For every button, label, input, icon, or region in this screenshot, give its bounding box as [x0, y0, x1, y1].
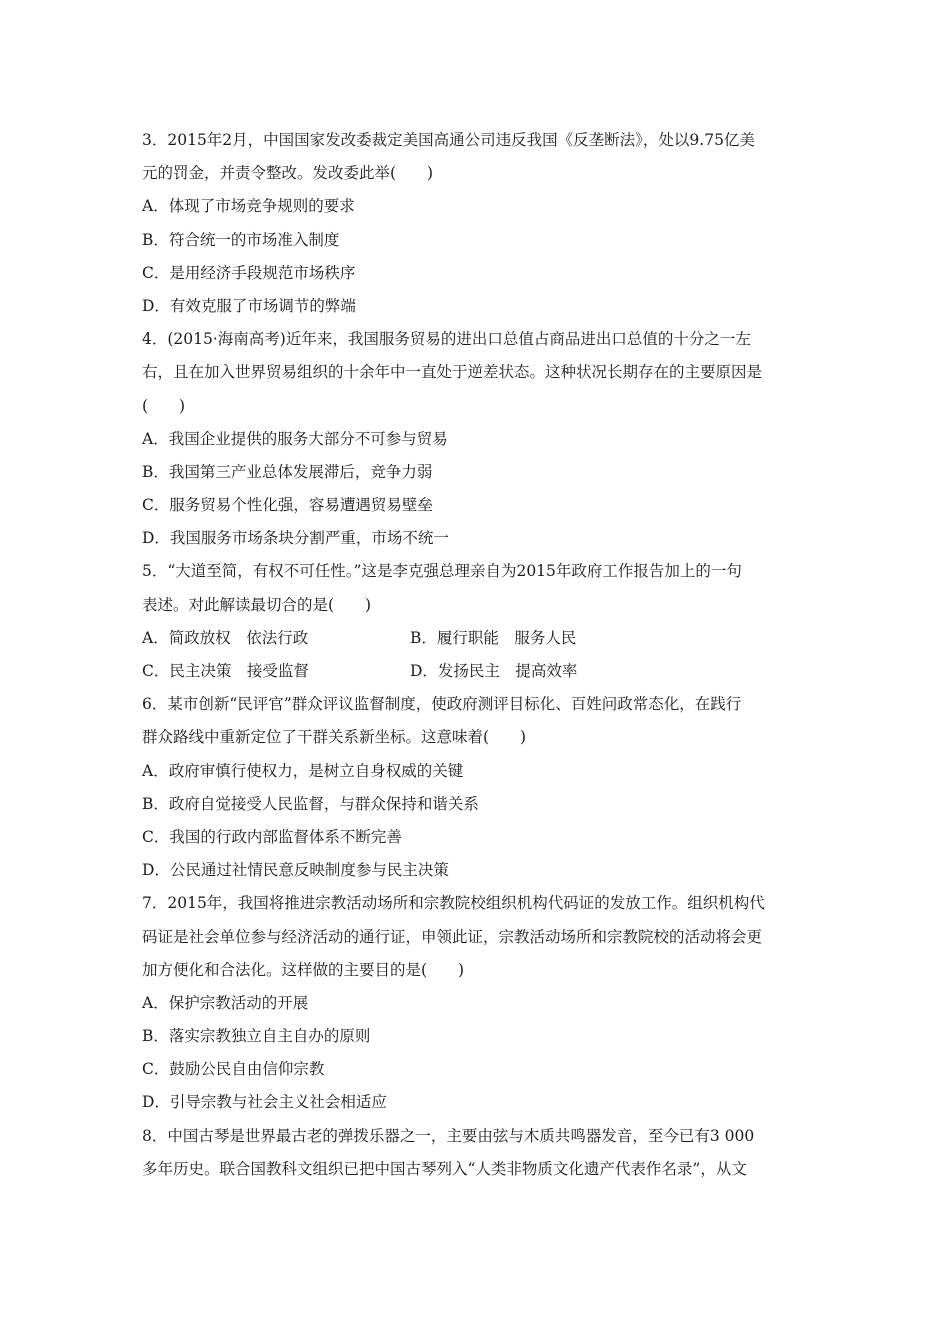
option-a: A．政府审慎行使权力，是树立自身权威的关键 [142, 761, 464, 780]
option-d: D．引导宗教与社会主义社会相适应 [142, 1093, 387, 1112]
question-stem-line: 5．“大道至简，有权不可任性。”这是李克强总理亲自为2015年政府工作报告加上的一句 [142, 562, 742, 581]
question-4 [142, 323, 812, 555]
option-a: A．我国企业提供的服务大部分不可参与贸易 [142, 429, 448, 448]
option-d: D．有效克服了市场调节的弊端 [142, 296, 356, 315]
question-stem-line: 8．中国古琴是世界最古老的弹拨乐器之一，主要由弦与木质共鸣器发音，至今已有3 000 [142, 1126, 755, 1145]
question-8 [142, 1120, 812, 1186]
question-stem-line: ( ) [142, 396, 186, 415]
question-stem-line: 4．(2015·海南高考)近年来，我国服务贸易的进出口总值占商品进出口总值的十分之一左 [142, 330, 751, 349]
option-b: B．我国第三产业总体发展滞后，竞争力弱 [142, 462, 433, 481]
option-a: A．保护宗教活动的开展 [142, 993, 309, 1012]
option-b: B．符合统一的市场准入制度 [142, 230, 340, 249]
option-b: B．政府自觉接受人民监督，与群众保持和谐关系 [142, 794, 479, 813]
question-stem-line: 加方便化和合法化。这样做的主要目的是( ) [142, 960, 465, 979]
question-stem-line: 6．某市创新“民评官”群众评议监督制度，使政府测评目标化、百姓问政常态化，在践行 [142, 695, 742, 714]
option-row [142, 655, 812, 688]
option-d: D．发扬民主 提高效率 [410, 662, 578, 680]
question-stem-line: 元的罚金，并责令整改。发改委此举( ) [142, 164, 434, 183]
question-stem-line: 多年历史。联合国教科文组织已把中国古琴列入“人类非物质文化遗产代表作名录”，从文 [142, 1159, 747, 1178]
option-b: B．落实宗教独立自主自办的原则 [142, 1027, 371, 1046]
option-c: C．是用经济手段规范市场秩序 [142, 263, 356, 282]
option-c: C．服务贸易个性化强，容易遭遇贸易壁垒 [142, 496, 433, 515]
question-stem-line: 表述。对此解读最切合的是( ) [142, 595, 372, 614]
question-3 [142, 124, 812, 323]
question-5 [142, 555, 812, 688]
question-7 [142, 887, 812, 1119]
question-stem-line: 右，且在加入世界贸易组织的十余年中一直处于逆差状态。这种状况长期存在的主要原因是 [142, 363, 763, 382]
option-row [142, 622, 812, 655]
question-stem-line: 群众路线中重新定位了干群关系新坐标。这意味着( ) [142, 728, 527, 747]
option-a: A．体现了市场竞争规则的要求 [142, 197, 355, 216]
question-list [142, 124, 812, 1186]
option-d: D．公民通过社情民意反映制度参与民主决策 [142, 861, 449, 880]
option-a: A．简政放权 依法行政 [142, 628, 309, 647]
question-stem-line: 3．2015年2月，中国国家发改委裁定美国高通公司违反我国《反垄断法》，处以9.75亿美 [142, 131, 755, 149]
option-c: C．民主决策 接受监督 [142, 662, 309, 680]
question-stem-line: 码证是社会单位参与经济活动的通行证，申领此证，宗教活动场所和宗教院校的活动将会更 [142, 927, 763, 946]
question-6 [142, 688, 812, 887]
option-b: B．履行职能 服务人民 [410, 628, 577, 647]
option-c: C．鼓励公民自由信仰宗教 [142, 1060, 325, 1079]
option-d: D．我国服务市场条块分割严重，市场不统一 [142, 529, 449, 548]
question-stem-line: 7．2015年，我国将推进宗教活动场所和宗教院校组织机构代码证的发放工作。组织机构代 [142, 894, 765, 913]
option-c: C．我国的行政内部监督体系不断完善 [142, 827, 402, 846]
